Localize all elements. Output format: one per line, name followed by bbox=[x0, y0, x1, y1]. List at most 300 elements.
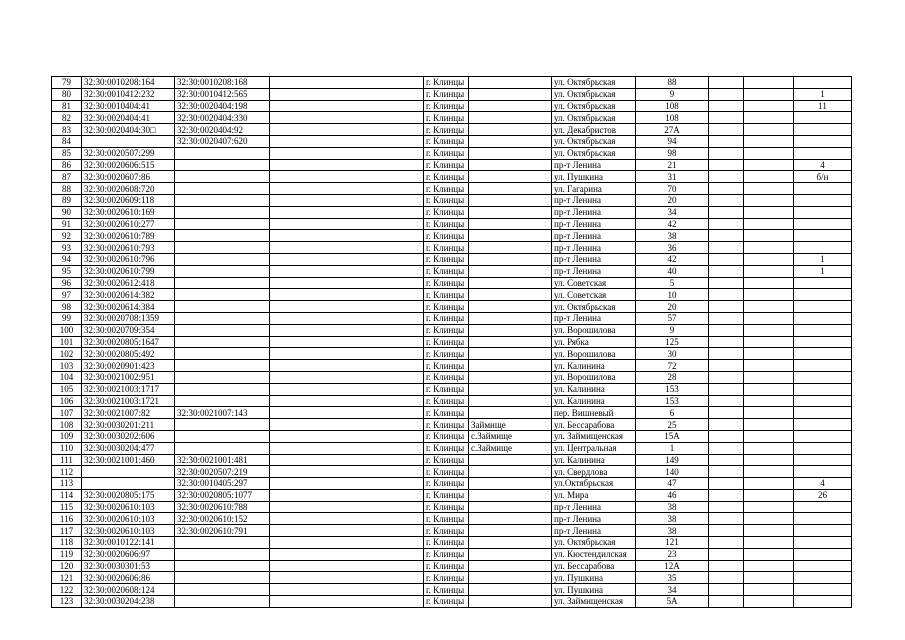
apartment-cell bbox=[794, 383, 852, 395]
table-row bbox=[52, 454, 852, 466]
cadastral-number-cell: 32:30:0030202:606 bbox=[82, 430, 175, 442]
extra-cell-2 bbox=[744, 277, 794, 289]
apartment-cell bbox=[794, 371, 852, 383]
locality-cell bbox=[469, 100, 552, 112]
second-cadastral-number-cell bbox=[175, 537, 270, 549]
house-number-cell: 121 bbox=[636, 537, 709, 549]
second-cadastral-number-cell bbox=[175, 584, 270, 596]
second-cadastral-number-cell bbox=[175, 548, 270, 560]
empty-cell bbox=[270, 242, 424, 254]
empty-cell bbox=[270, 513, 424, 525]
row-number-cell: 85 bbox=[52, 147, 82, 159]
row-number-cell: 79 bbox=[52, 77, 82, 89]
table-row bbox=[52, 147, 852, 159]
table-row bbox=[52, 371, 852, 383]
apartment-cell bbox=[794, 124, 852, 136]
apartment-cell bbox=[794, 242, 852, 254]
cadastral-number-cell: 32:30:0020608:124 bbox=[82, 584, 175, 596]
extra-cell-2 bbox=[744, 466, 794, 478]
table-body bbox=[52, 77, 852, 608]
cadastral-number-cell: 32:30:0020805:492 bbox=[82, 348, 175, 360]
house-number-cell: 125 bbox=[636, 336, 709, 348]
extra-cell-2 bbox=[744, 135, 794, 147]
extra-cell-2 bbox=[744, 537, 794, 549]
locality-cell bbox=[469, 537, 552, 549]
street-cell: ул. Октябрьская bbox=[552, 301, 636, 313]
house-number-cell: 40 bbox=[636, 265, 709, 277]
empty-cell bbox=[270, 584, 424, 596]
house-number-cell: 57 bbox=[636, 312, 709, 324]
apartment-cell bbox=[794, 513, 852, 525]
second-cadastral-number-cell: 32:30:0020404:92 bbox=[175, 124, 270, 136]
city-cell: г. Клинцы bbox=[424, 501, 469, 513]
locality-cell bbox=[469, 395, 552, 407]
apartment-cell bbox=[794, 348, 852, 360]
table-row bbox=[52, 265, 852, 277]
row-number-cell: 116 bbox=[52, 513, 82, 525]
house-number-cell: 108 bbox=[636, 112, 709, 124]
row-number-cell: 113 bbox=[52, 478, 82, 490]
table-row bbox=[52, 183, 852, 195]
extra-cell-2 bbox=[744, 525, 794, 537]
table-row bbox=[52, 596, 852, 608]
city-cell: г. Клинцы bbox=[424, 572, 469, 584]
apartment-cell bbox=[794, 289, 852, 301]
city-cell: г. Клинцы bbox=[424, 88, 469, 100]
house-number-cell: 31 bbox=[636, 171, 709, 183]
empty-cell bbox=[270, 324, 424, 336]
apartment-cell: 1 bbox=[794, 88, 852, 100]
apartment-cell bbox=[794, 183, 852, 195]
street-cell: ул. Октябрьская bbox=[552, 77, 636, 89]
cadastral-number-cell: 32:30:0010122:141 bbox=[82, 537, 175, 549]
locality-cell bbox=[469, 77, 552, 89]
street-cell: ул. Октябрьская bbox=[552, 112, 636, 124]
extra-cell-1 bbox=[709, 171, 744, 183]
extra-cell-2 bbox=[744, 478, 794, 490]
locality-cell bbox=[469, 265, 552, 277]
cadastral-number-cell: 32:30:0020805:1647 bbox=[82, 336, 175, 348]
house-number-cell: 5А bbox=[636, 596, 709, 608]
empty-cell bbox=[270, 596, 424, 608]
row-number-cell: 102 bbox=[52, 348, 82, 360]
street-cell: ул. Пушкина bbox=[552, 572, 636, 584]
extra-cell-1 bbox=[709, 501, 744, 513]
cadastral-number-cell: 32:30:0020708:1359 bbox=[82, 312, 175, 324]
row-number-cell: 93 bbox=[52, 242, 82, 254]
street-cell: ул. Советская bbox=[552, 289, 636, 301]
apartment-cell bbox=[794, 230, 852, 242]
street-cell: ул. Калинина bbox=[552, 395, 636, 407]
second-cadastral-number-cell bbox=[175, 371, 270, 383]
row-number-cell: 100 bbox=[52, 324, 82, 336]
cadastral-number-cell: 32:30:0021002:951 bbox=[82, 371, 175, 383]
table-row bbox=[52, 206, 852, 218]
street-cell: ул. Рябка bbox=[552, 336, 636, 348]
cadastral-number-cell: 32:30:0010412:232 bbox=[82, 88, 175, 100]
house-number-cell: 21 bbox=[636, 159, 709, 171]
extra-cell-1 bbox=[709, 525, 744, 537]
empty-cell bbox=[270, 489, 424, 501]
second-cadastral-number-cell bbox=[175, 442, 270, 454]
house-number-cell: 46 bbox=[636, 489, 709, 501]
extra-cell-1 bbox=[709, 147, 744, 159]
apartment-cell bbox=[794, 537, 852, 549]
row-number-cell: 115 bbox=[52, 501, 82, 513]
row-number-cell: 98 bbox=[52, 301, 82, 313]
apartment-cell bbox=[794, 218, 852, 230]
extra-cell-1 bbox=[709, 466, 744, 478]
extra-cell-1 bbox=[709, 230, 744, 242]
extra-cell-2 bbox=[744, 171, 794, 183]
row-number-cell: 95 bbox=[52, 265, 82, 277]
city-cell: г. Клинцы bbox=[424, 407, 469, 419]
empty-cell bbox=[270, 348, 424, 360]
city-cell: г. Клинцы bbox=[424, 289, 469, 301]
locality-cell bbox=[469, 112, 552, 124]
empty-cell bbox=[270, 383, 424, 395]
city-cell: г. Клинцы bbox=[424, 513, 469, 525]
table-row bbox=[52, 124, 852, 136]
registry-table bbox=[51, 76, 852, 608]
row-number-cell: 104 bbox=[52, 371, 82, 383]
apartment-cell bbox=[794, 206, 852, 218]
empty-cell bbox=[270, 206, 424, 218]
city-cell: г. Клинцы bbox=[424, 312, 469, 324]
city-cell: г. Клинцы bbox=[424, 218, 469, 230]
row-number-cell: 87 bbox=[52, 171, 82, 183]
street-cell: ул. Гагарина bbox=[552, 183, 636, 195]
extra-cell-2 bbox=[744, 430, 794, 442]
cadastral-number-cell bbox=[82, 478, 175, 490]
house-number-cell: 38 bbox=[636, 230, 709, 242]
cadastral-number-cell: 32:30:0021003:1717 bbox=[82, 383, 175, 395]
city-cell: г. Клинцы bbox=[424, 348, 469, 360]
locality-cell bbox=[469, 230, 552, 242]
street-cell: пр-т Ленина bbox=[552, 253, 636, 265]
city-cell: г. Клинцы bbox=[424, 419, 469, 431]
house-number-cell: 9 bbox=[636, 88, 709, 100]
second-cadastral-number-cell bbox=[175, 171, 270, 183]
second-cadastral-number-cell bbox=[175, 301, 270, 313]
street-cell: ул. Калинина bbox=[552, 383, 636, 395]
street-cell: ул. Пушкина bbox=[552, 584, 636, 596]
street-cell: ул. Советская bbox=[552, 277, 636, 289]
row-number-cell: 84 bbox=[52, 135, 82, 147]
extra-cell-1 bbox=[709, 124, 744, 136]
empty-cell bbox=[270, 371, 424, 383]
house-number-cell: 9 bbox=[636, 324, 709, 336]
cadastral-number-cell: 32:30:0020606:515 bbox=[82, 159, 175, 171]
extra-cell-1 bbox=[709, 159, 744, 171]
city-cell: г. Клинцы bbox=[424, 466, 469, 478]
table-row bbox=[52, 88, 852, 100]
city-cell: г. Клинцы bbox=[424, 265, 469, 277]
street-cell: ул. Мира bbox=[552, 489, 636, 501]
street-cell: пр-т Ленина bbox=[552, 265, 636, 277]
locality-cell bbox=[469, 171, 552, 183]
city-cell: г. Клинцы bbox=[424, 537, 469, 549]
second-cadastral-number-cell bbox=[175, 159, 270, 171]
second-cadastral-number-cell: 32:30:0010412:565 bbox=[175, 88, 270, 100]
empty-cell bbox=[270, 572, 424, 584]
extra-cell-1 bbox=[709, 478, 744, 490]
house-number-cell: 42 bbox=[636, 253, 709, 265]
apartment-cell: 1 bbox=[794, 253, 852, 265]
house-number-cell: 23 bbox=[636, 548, 709, 560]
second-cadastral-number-cell bbox=[175, 430, 270, 442]
apartment-cell: 4 bbox=[794, 159, 852, 171]
street-cell: ул. Свердлова bbox=[552, 466, 636, 478]
street-cell: пер. Вишневый bbox=[552, 407, 636, 419]
house-number-cell: 98 bbox=[636, 147, 709, 159]
locality-cell bbox=[469, 147, 552, 159]
cadastral-number-cell: 32:30:0020610:277 bbox=[82, 218, 175, 230]
cadastral-number-cell: 32:30:0020606:97 bbox=[82, 548, 175, 560]
house-number-cell: 20 bbox=[636, 301, 709, 313]
house-number-cell: 5 bbox=[636, 277, 709, 289]
second-cadastral-number-cell: 32:30:0010405:297 bbox=[175, 478, 270, 490]
city-cell: г. Клинцы bbox=[424, 371, 469, 383]
cadastral-number-cell: 32:30:0020609:118 bbox=[82, 194, 175, 206]
cadastral-number-cell: 32:30:0020805:175 bbox=[82, 489, 175, 501]
extra-cell-1 bbox=[709, 348, 744, 360]
extra-cell-2 bbox=[744, 395, 794, 407]
cadastral-number-cell bbox=[82, 466, 175, 478]
house-number-cell: 6 bbox=[636, 407, 709, 419]
street-cell: ул. Пушкина bbox=[552, 171, 636, 183]
cadastral-number-cell: 32:30:0021007:82 bbox=[82, 407, 175, 419]
house-number-cell: 94 bbox=[636, 135, 709, 147]
street-cell: пр-т Ленина bbox=[552, 206, 636, 218]
apartment-cell bbox=[794, 501, 852, 513]
street-cell: ул. Октябрьская bbox=[552, 147, 636, 159]
locality-cell bbox=[469, 124, 552, 136]
extra-cell-1 bbox=[709, 442, 744, 454]
house-number-cell: 38 bbox=[636, 513, 709, 525]
empty-cell bbox=[270, 147, 424, 159]
second-cadastral-number-cell: 32:30:0010208:168 bbox=[175, 77, 270, 89]
row-number-cell: 114 bbox=[52, 489, 82, 501]
second-cadastral-number-cell bbox=[175, 336, 270, 348]
street-cell: пр-т Ленина bbox=[552, 194, 636, 206]
apartment-cell bbox=[794, 194, 852, 206]
empty-cell bbox=[270, 88, 424, 100]
extra-cell-1 bbox=[709, 183, 744, 195]
apartment-cell bbox=[794, 430, 852, 442]
locality-cell bbox=[469, 501, 552, 513]
street-cell: ул. Октябрьская bbox=[552, 537, 636, 549]
apartment-cell: 4 bbox=[794, 478, 852, 490]
second-cadastral-number-cell bbox=[175, 206, 270, 218]
empty-cell bbox=[270, 312, 424, 324]
house-number-cell: 36 bbox=[636, 242, 709, 254]
row-number-cell: 109 bbox=[52, 430, 82, 442]
apartment-cell bbox=[794, 312, 852, 324]
street-cell: пр-т Ленина bbox=[552, 159, 636, 171]
apartment-cell bbox=[794, 560, 852, 572]
empty-cell bbox=[270, 100, 424, 112]
extra-cell-2 bbox=[744, 242, 794, 254]
table-row bbox=[52, 360, 852, 372]
city-cell: г. Клинцы bbox=[424, 301, 469, 313]
extra-cell-2 bbox=[744, 301, 794, 313]
apartment-cell: 1 bbox=[794, 265, 852, 277]
extra-cell-1 bbox=[709, 419, 744, 431]
house-number-cell: 28 bbox=[636, 371, 709, 383]
table-row bbox=[52, 548, 852, 560]
empty-cell bbox=[270, 124, 424, 136]
row-number-cell: 111 bbox=[52, 454, 82, 466]
table-row bbox=[52, 501, 852, 513]
table-row bbox=[52, 324, 852, 336]
row-number-cell: 122 bbox=[52, 584, 82, 596]
city-cell: г. Клинцы bbox=[424, 147, 469, 159]
table-row bbox=[52, 560, 852, 572]
row-number-cell: 117 bbox=[52, 525, 82, 537]
locality-cell bbox=[469, 407, 552, 419]
house-number-cell: 34 bbox=[636, 206, 709, 218]
street-cell: пр-т Ленина bbox=[552, 525, 636, 537]
extra-cell-1 bbox=[709, 88, 744, 100]
extra-cell-1 bbox=[709, 100, 744, 112]
extra-cell-1 bbox=[709, 289, 744, 301]
locality-cell bbox=[469, 135, 552, 147]
extra-cell-1 bbox=[709, 206, 744, 218]
apartment-cell bbox=[794, 572, 852, 584]
apartment-cell bbox=[794, 324, 852, 336]
house-number-cell: 140 bbox=[636, 466, 709, 478]
street-cell: ул. Калинина bbox=[552, 454, 636, 466]
empty-cell bbox=[270, 230, 424, 242]
cadastral-number-cell: 32:30:0020614:382 bbox=[82, 289, 175, 301]
second-cadastral-number-cell bbox=[175, 560, 270, 572]
city-cell: г. Клинцы bbox=[424, 171, 469, 183]
locality-cell bbox=[469, 88, 552, 100]
extra-cell-1 bbox=[709, 548, 744, 560]
city-cell: г. Клинцы bbox=[424, 277, 469, 289]
city-cell: г. Клинцы bbox=[424, 124, 469, 136]
extra-cell-2 bbox=[744, 159, 794, 171]
second-cadastral-number-cell: 32:30:0021007:143 bbox=[175, 407, 270, 419]
table-row bbox=[52, 430, 852, 442]
extra-cell-2 bbox=[744, 88, 794, 100]
extra-cell-2 bbox=[744, 489, 794, 501]
cadastral-number-cell: 32:30:0020610:103 bbox=[82, 525, 175, 537]
extra-cell-1 bbox=[709, 489, 744, 501]
apartment-cell bbox=[794, 442, 852, 454]
street-cell: ул. Займищенская bbox=[552, 596, 636, 608]
city-cell: г. Клинцы bbox=[424, 430, 469, 442]
locality-cell bbox=[469, 348, 552, 360]
locality-cell: с.Займище bbox=[469, 430, 552, 442]
row-number-cell: 94 bbox=[52, 253, 82, 265]
empty-cell bbox=[270, 289, 424, 301]
locality-cell bbox=[469, 560, 552, 572]
second-cadastral-number-cell: 32:30:0020407:620 bbox=[175, 135, 270, 147]
cadastral-number-cell: 32:30:0020610:789 bbox=[82, 230, 175, 242]
city-cell: г. Клинцы bbox=[424, 183, 469, 195]
cadastral-number-cell: 32:30:0020607:86 bbox=[82, 171, 175, 183]
second-cadastral-number-cell bbox=[175, 183, 270, 195]
table-row bbox=[52, 489, 852, 501]
row-number-cell: 118 bbox=[52, 537, 82, 549]
house-number-cell: 12А bbox=[636, 560, 709, 572]
table-row bbox=[52, 407, 852, 419]
extra-cell-1 bbox=[709, 572, 744, 584]
apartment-cell: б/н bbox=[794, 171, 852, 183]
locality-cell bbox=[469, 360, 552, 372]
city-cell: г. Клинцы bbox=[424, 242, 469, 254]
extra-cell-2 bbox=[744, 513, 794, 525]
cadastral-number-cell: 32:30:0020610:103 bbox=[82, 501, 175, 513]
extra-cell-1 bbox=[709, 407, 744, 419]
row-number-cell: 97 bbox=[52, 289, 82, 301]
city-cell: г. Клинцы bbox=[424, 489, 469, 501]
city-cell: г. Клинцы bbox=[424, 525, 469, 537]
house-number-cell: 47 bbox=[636, 478, 709, 490]
locality-cell bbox=[469, 206, 552, 218]
city-cell: г. Клинцы bbox=[424, 206, 469, 218]
second-cadastral-number-cell: 32:30:0021001:481 bbox=[175, 454, 270, 466]
apartment-cell bbox=[794, 454, 852, 466]
extra-cell-1 bbox=[709, 312, 744, 324]
house-number-cell: 15А bbox=[636, 430, 709, 442]
city-cell: г. Клинцы bbox=[424, 454, 469, 466]
table-row bbox=[52, 383, 852, 395]
empty-cell bbox=[270, 537, 424, 549]
row-number-cell: 107 bbox=[52, 407, 82, 419]
table-row bbox=[52, 537, 852, 549]
table-row bbox=[52, 525, 852, 537]
second-cadastral-number-cell bbox=[175, 572, 270, 584]
locality-cell bbox=[469, 525, 552, 537]
street-cell: ул. Калинина bbox=[552, 360, 636, 372]
extra-cell-2 bbox=[744, 194, 794, 206]
house-number-cell: 70 bbox=[636, 183, 709, 195]
extra-cell-2 bbox=[744, 371, 794, 383]
locality-cell bbox=[469, 183, 552, 195]
city-cell: г. Клинцы bbox=[424, 77, 469, 89]
second-cadastral-number-cell bbox=[175, 419, 270, 431]
city-cell: г. Клинцы bbox=[424, 159, 469, 171]
extra-cell-1 bbox=[709, 584, 744, 596]
second-cadastral-number-cell bbox=[175, 348, 270, 360]
street-cell: пр-т Ленина bbox=[552, 513, 636, 525]
second-cadastral-number-cell bbox=[175, 360, 270, 372]
apartment-cell bbox=[794, 77, 852, 89]
cadastral-number-cell: 32:30:0020709:354 bbox=[82, 324, 175, 336]
locality-cell bbox=[469, 513, 552, 525]
extra-cell-1 bbox=[709, 537, 744, 549]
table-row bbox=[52, 277, 852, 289]
table-row bbox=[52, 395, 852, 407]
table-row bbox=[52, 572, 852, 584]
second-cadastral-number-cell bbox=[175, 395, 270, 407]
street-cell: пр-т Ленина bbox=[552, 218, 636, 230]
empty-cell bbox=[270, 265, 424, 277]
extra-cell-2 bbox=[744, 407, 794, 419]
cadastral-number-cell: 32:30:0020901:423 bbox=[82, 360, 175, 372]
extra-cell-1 bbox=[709, 513, 744, 525]
extra-cell-1 bbox=[709, 395, 744, 407]
extra-cell-2 bbox=[744, 253, 794, 265]
extra-cell-2 bbox=[744, 265, 794, 277]
locality-cell: Займище bbox=[469, 419, 552, 431]
extra-cell-2 bbox=[744, 324, 794, 336]
extra-cell-1 bbox=[709, 336, 744, 348]
cadastral-number-cell: 32:30:0021003:1721 bbox=[82, 395, 175, 407]
